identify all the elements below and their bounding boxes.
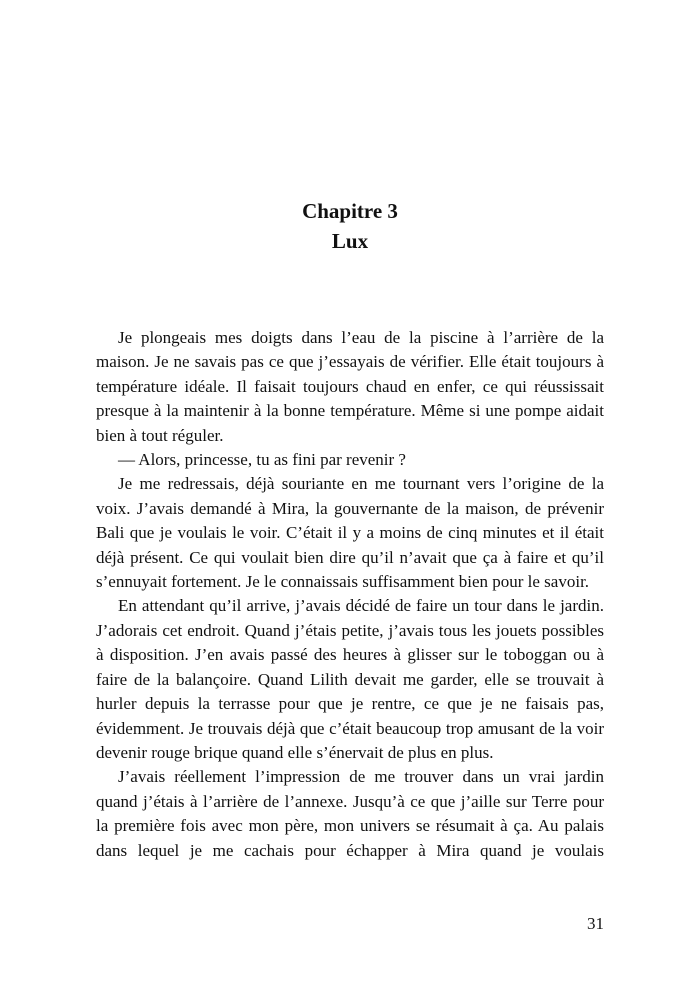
dialogue-line: — Alors, princesse, tu as fini par revenir ? <box>118 450 406 470</box>
paragraph: Je plongeais mes doigts dans l’eau de la piscine à l’arrière de la maison. Je ne savais pas ce que j’essayais de vérifier. Elle était toujours à température idéale. Il faisait toujours chaud en enfer, ce qui réussissait presque à la maintenir à la bonne température. Même si une pompe aidait bien à tout réguler. <box>96 328 604 445</box>
paragraph: Je me redressais, déjà souriante en me tournant vers l’origine de la voix. J’avais demandé à Mira, la gouvernante de la maison, de prévenir Bali que je voulais le voir. C’était il y a moins de cinq minutes et il était déjà présent. Ce qui voulait bien dire qu’il n’avait que ça à faire et qu’il s’ennuyait fortement. Je le connaissais suffisamment bien pour le savoir. <box>96 474 604 592</box>
paragraph: J’avais réellement l’impression de me trouver dans un vrai jardin quand j’étais à l’arrière de l’annexe. Jusqu’à ce que j’aille sur Terre pour la première fois avec mon père, mon univers se résumait à ça. Au palais dans lequel je me cachais pour échapper à Mira quand je voulais <box>96 767 604 860</box>
chapter-heading <box>0 196 700 256</box>
chapter-title: Lux <box>331 229 369 253</box>
paragraph: En attendant qu’il arrive, j’avais décidé de faire un tour dans le jardin. J’adorais cet endroit. Quand j’étais petite, j’avais tous les jouets possibles à disposition. J’en avais passé des heures à glisser sur le toboggan ou à faire de la balançoire. Quand Lilith devait me garder, elle se trouvait à hurler depuis la terrasse pour que je rentre, ce que je ne faisais pas, évidemment. Je trouvais déjà que c’était beaucoup trop amusant de la voir devenir rouge brique quand elle s’énervait de plus en plus. <box>96 596 604 762</box>
page-number: 31 <box>587 914 604 933</box>
chapter-number: Chapitre 3 <box>302 199 398 223</box>
body-text <box>96 326 604 863</box>
